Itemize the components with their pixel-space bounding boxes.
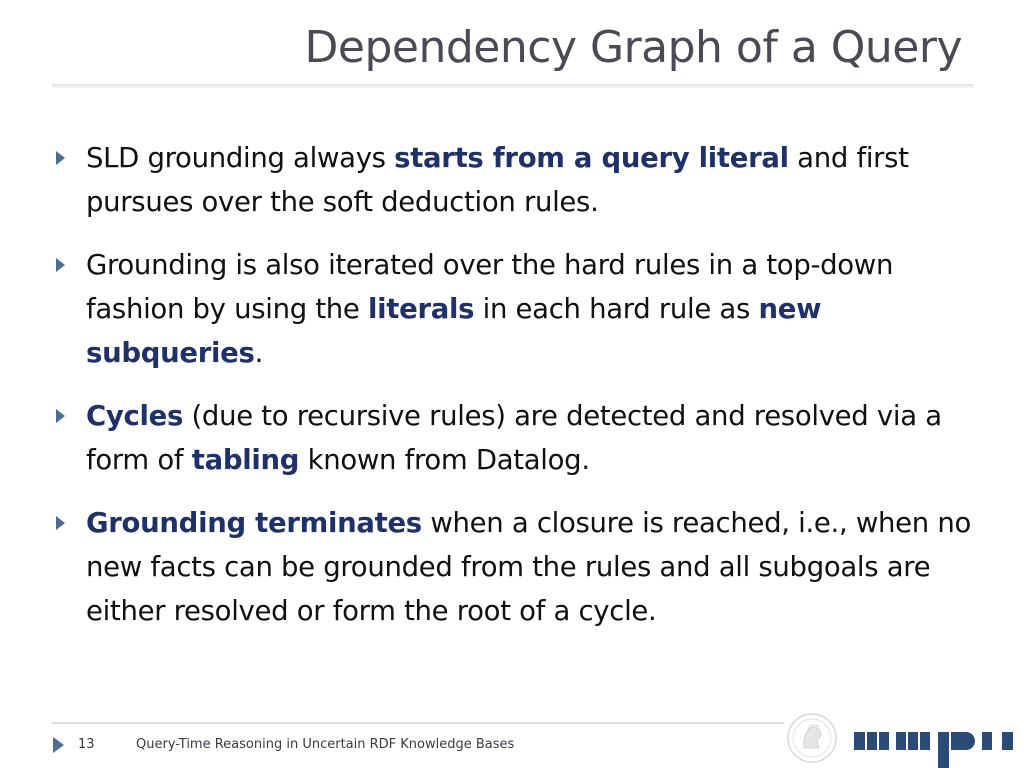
bullet-item: [52, 501, 982, 633]
triangle-right-icon: [56, 409, 65, 423]
emphasized-text: literals: [368, 293, 475, 325]
bullet-text: when a closure is reached, i.e., when no new facts can be grounded from the rules and all subgoals are either resolved or form the root of a cycle.: [86, 507, 972, 627]
title-divider: [52, 84, 974, 88]
bullet-text: in each hard rule as: [474, 293, 759, 325]
mpi-logo: [852, 721, 1020, 768]
bullet-item: [52, 243, 982, 375]
emphasized-text: Grounding terminates: [86, 507, 422, 539]
bullet-text: .: [254, 337, 264, 369]
bullet-list: [52, 136, 982, 652]
bullet-text: and first pursues over the soft deduction rules.: [86, 142, 909, 218]
bullet-text: (due to recursive rules) are detected and resolved via a form of: [86, 400, 942, 476]
emphasized-text: new subqueries: [86, 293, 822, 369]
slide-title: Dependency Graph of a Query: [304, 22, 962, 73]
bullet-text: Grounding is also iterated over the hard rules in a top-down fashion by using the: [86, 249, 894, 325]
emphasized-text: Cycles: [86, 400, 184, 432]
minerva-seal-icon: [786, 712, 838, 764]
triangle-right-icon: [56, 258, 65, 272]
bullet-item: [52, 136, 982, 224]
bullet-text: SLD grounding always: [86, 142, 395, 174]
emphasized-text: tabling: [191, 444, 300, 476]
emphasized-text: starts from a query literal: [394, 142, 789, 174]
footer-divider: [52, 722, 784, 724]
footer-triangle-icon: [53, 737, 64, 753]
slide-number: 13: [78, 737, 95, 752]
triangle-right-icon: [56, 516, 65, 530]
bullet-item: [52, 394, 982, 482]
bullet-text: known from Datalog.: [299, 444, 590, 476]
triangle-right-icon: [56, 151, 65, 165]
footer-title: Query-Time Reasoning in Uncertain RDF Knowledge Bases: [136, 737, 515, 752]
